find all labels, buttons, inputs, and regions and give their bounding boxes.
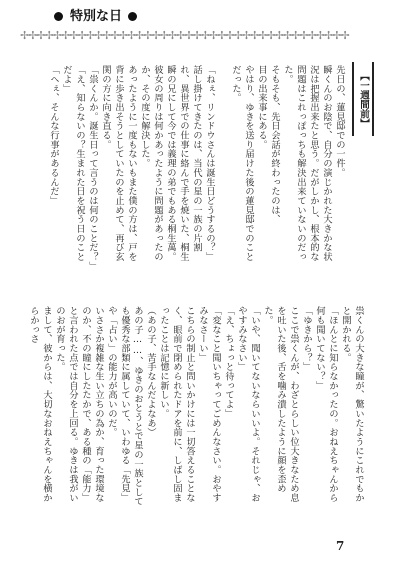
text-line: 「へぇ、そんな行事があるんだ」	[48, 65, 59, 206]
text-line: あの子……、ゆきのおとうとで星の一族としても優秀な部類に属していて、いわゆる「先見」や「占い」の能力が高いのだ。	[106, 306, 143, 506]
text-line: 話し掛けてきたのは、当代の星の一族の片割れ、異世界での仕事に絡んで手を焼いた、桐生瞬の兄にして今では義理の弟でもある桐生萬。彼女の周りは何かあったように問題があったのか、その度に解決した。	[139, 65, 202, 262]
text-line: 「ほんとに知らなかったの。おねえちゃんから何も聞いてない？」	[314, 306, 338, 503]
section-label-text: 【一週間前】	[358, 70, 369, 128]
text-line: 先日の、蓮見邸での一件。	[334, 65, 345, 178]
text-line: 「ゆきから？」	[301, 306, 312, 372]
ornament-divider: ✢✢✢✢✢✢✢✢✢✢✢✢✢✢✢✢✢✢✢✢✢✢✢✢✢✢✢✢✢✢✢✢✢✢✢✢✢✢✢✢	[20, 30, 349, 42]
page-number: 7	[336, 539, 345, 553]
text-line: 「ねぇ、リンドウさんは誕生日どうするの？」	[204, 65, 215, 262]
text-line: いささか複雑な生い立ちの為か、育った環境なのか、不の瞳にしたたかで、ある種の「能力」と言われた点では自分を上回る。ゆきは我がいのおが育った。	[54, 306, 104, 503]
text-line: （あの子、苦手なんだよなあ）	[145, 306, 156, 437]
text-line: こちらの制止と問いかけには一切答えることなく、眼前で閉められたドアを前に、しばし固まったことは記憶に新しい。	[158, 306, 195, 503]
text-line: 「え、ちょっと待ってよ」	[223, 306, 234, 419]
header-right-bullet-icon	[128, 12, 137, 21]
text-line: 目の出来事にある。	[256, 65, 267, 150]
top-text-block	[24, 65, 346, 270]
text-line: 祟くんの大きな瞳が、驚いたようにこれでもかと開かれる。	[340, 306, 364, 503]
text-line: ここで祟くんが、わざとらしい位大きなため息を吐いた後、舌を噛み潰したように顔を歪めた。	[262, 306, 299, 503]
text-line: 「変なこと聞いちゃってごめんなさい。おやすみなさーい」	[197, 306, 221, 503]
text-line: 「え、知らないの？生まれた日を祝う日のことだよ」	[61, 65, 85, 262]
header-left-bullet-icon	[54, 12, 63, 21]
text-line	[216, 65, 229, 270]
text-line: あったように一度もないもまた僕の方は、戸を背に歩き出そうとしていたのを止めて、再び玄関の方に向き直る。	[100, 65, 137, 262]
bottom-text-block	[28, 306, 365, 506]
text-line: 「祟くんか。誕生日って言うのは何のことだ？」	[87, 65, 98, 271]
text-line: 「いや、聞いてないならいいよ。それじゃ、おやすみなさい」	[236, 306, 260, 503]
page-header	[20, 8, 380, 48]
chapter-title: 特別な日	[70, 9, 123, 24]
text-line: 瞬くんのお陰で、自分の演じかれた大きかな状況は把握出来たと思う。だがしかし、根本的な問題はこれっぽっちも解決出来ていないのだった。	[282, 65, 332, 262]
text-line: まして、彼からは、大切なおねえちゃんを横からかっさ	[28, 306, 52, 503]
text-line: そもそも、先日会話が終わったのは、	[269, 65, 280, 224]
section-label	[352, 62, 374, 136]
text-line: やはり、ゆきを送り届けた後の蓮見邸でのことだった。	[230, 65, 254, 262]
